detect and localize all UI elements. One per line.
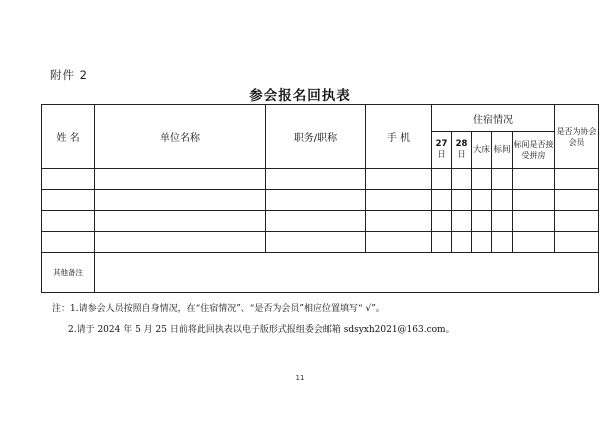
cell[interactable] [366,232,432,253]
table-row [42,190,599,211]
table-row [42,211,599,232]
cell[interactable] [42,190,95,211]
table-row [42,232,599,253]
cell[interactable] [366,190,432,211]
cell[interactable] [266,169,366,190]
cell[interactable] [432,211,452,232]
cell[interactable] [555,169,599,190]
cell[interactable] [472,211,492,232]
cell[interactable] [452,169,472,190]
note-2: 2.请于 2024 年 5 月 25 日前将此回执表以电子版形式报组委会邮箱 sdsyxh2021@163.com。 [68,325,455,335]
cell[interactable] [492,190,513,211]
table-row [42,169,599,190]
cell[interactable] [492,169,513,190]
cell[interactable] [472,232,492,253]
cell[interactable] [492,211,513,232]
cell[interactable] [452,190,472,211]
cell[interactable] [513,190,555,211]
cell[interactable] [95,211,266,232]
cell[interactable] [555,190,599,211]
page-number: 11 [295,374,305,382]
cell[interactable] [266,190,366,211]
cell[interactable] [513,232,555,253]
header-lodging: 住宿情况 [432,105,555,132]
header-member: 是否为协会会员 [555,105,599,169]
cell[interactable] [95,232,266,253]
cell[interactable] [492,232,513,253]
remarks-field[interactable] [95,253,599,293]
attachment-label: 附件 2 [50,68,88,82]
cell[interactable] [42,169,95,190]
header-standard: 标间 [492,132,513,169]
cell[interactable] [95,169,266,190]
cell[interactable] [555,232,599,253]
cell[interactable] [513,169,555,190]
cell[interactable] [42,211,95,232]
header-day27: 27 日 [432,132,452,169]
header-phone: 手 机 [366,105,432,169]
cell[interactable] [266,211,366,232]
header-bigbed: 大床 [472,132,492,169]
cell[interactable] [42,232,95,253]
header-day28: 28 日 [452,132,472,169]
registration-table [41,104,599,293]
header-position: 职务/职称 [266,105,366,169]
cell[interactable] [95,190,266,211]
cell[interactable] [432,190,452,211]
cell[interactable] [366,169,432,190]
form-title: 参会报名回执表 [249,88,351,104]
cell[interactable] [432,232,452,253]
header-unit: 单位名称 [95,105,266,169]
note-1: 注：1.请参会人员按照自身情况，在“住宿情况”、“是否为会员”相应位置填写“ √”。 [52,304,385,314]
cell[interactable] [266,232,366,253]
header-share: 标间是否接受拼房 [513,132,555,169]
cell[interactable] [452,232,472,253]
cell[interactable] [472,190,492,211]
cell[interactable] [432,169,452,190]
cell[interactable] [452,211,472,232]
cell[interactable] [513,211,555,232]
cell[interactable] [366,211,432,232]
remarks-label: 其他备注 [42,253,95,293]
cell[interactable] [472,169,492,190]
header-name: 姓 名 [42,105,95,169]
cell[interactable] [555,211,599,232]
